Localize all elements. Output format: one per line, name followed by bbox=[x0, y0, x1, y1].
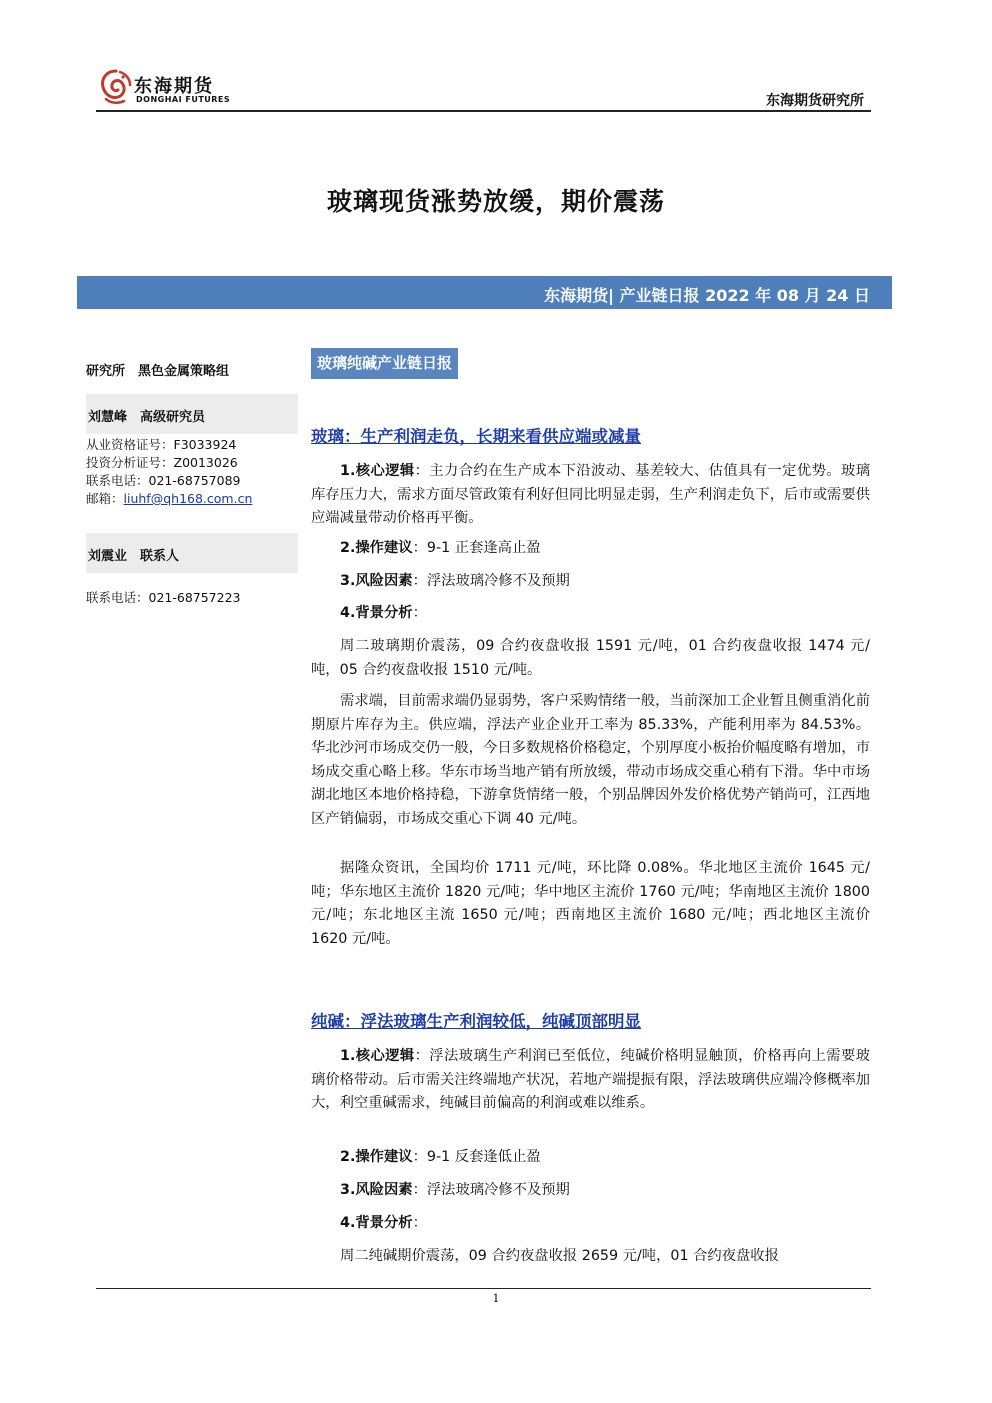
soda-core-logic bbox=[311, 1045, 870, 1116]
email-label: 邮箱： bbox=[86, 491, 124, 506]
soda-risk bbox=[311, 1179, 870, 1203]
soda-advice-text: ：9-1 反套逢低止盈 bbox=[412, 1149, 541, 1165]
analyst1-email-row bbox=[86, 490, 298, 508]
soda-bg-paragraph-1: 周二纯碱期价震荡，09 合约夜盘收报 2659 元/吨，01 合约夜盘收报 bbox=[340, 1248, 779, 1264]
report-band bbox=[77, 276, 892, 309]
glass-bg-colon: ： bbox=[412, 605, 427, 621]
soda-logic-label: 1.核心逻辑 bbox=[340, 1048, 415, 1064]
analyst1-contact bbox=[86, 436, 298, 508]
soda-advice bbox=[311, 1146, 870, 1170]
report-date-label: 东海期货| 产业链日报 2022 年 08 月 24 日 bbox=[544, 286, 870, 305]
glass-advice bbox=[311, 537, 870, 561]
logo-english-name: DONGHAI FUTURES bbox=[136, 95, 231, 104]
glass-bg-paragraph-3: 据隆众资讯，全国均价 1711 元/吨，环比降 0.08%。华北地区主流价 1645 元/吨；华东地区主流价 1820 元/吨；华中地区主流价 1760 元/吨；华南地区主流价 1800 元/吨；东北地区主流 1650 元/吨；西南地区主流价 1680 元/吨；西北地区主流价 1620 元/吨。 bbox=[311, 860, 870, 947]
glass-risk bbox=[311, 570, 870, 594]
footer-divider bbox=[96, 1288, 871, 1289]
glass-logic-text: ：主力合约在生产成本下沿波动、基差较大、估值具有一定优势。玻璃库存压力大，需求方面尽管政策有利好但同比明显走弱，生产利润走负下，后市或需要供应端减量带动价格再平衡。 bbox=[311, 463, 870, 526]
institute-name: 东海期货研究所 bbox=[766, 93, 864, 109]
dragon-logo-icon bbox=[98, 68, 134, 106]
header-divider bbox=[96, 110, 871, 112]
analyst2-phone: 联系电话：021-68757223 bbox=[86, 590, 241, 605]
soda-logic-text: ：浮法玻璃生产利润已至低位，纯碱价格明显触顶，价格再向上需要玻璃价格带动。后市需关注终端地产状况，若地产端提振有限，浮法玻璃供应端冷修概率加大，利空重碱需求，纯碱目前偏高的利润或难以维系。 bbox=[311, 1048, 870, 1111]
glass-risk-text: ：浮法玻璃冷修不及预期 bbox=[412, 573, 570, 589]
company-logo bbox=[98, 68, 238, 108]
email-link[interactable]: liuhf@qh168.com.cn bbox=[123, 491, 253, 506]
page-number: 1 bbox=[492, 1292, 500, 1305]
glass-logic-label: 1.核心逻辑 bbox=[340, 463, 415, 479]
soda-risk-text: ：浮法玻璃冷修不及预期 bbox=[412, 1182, 570, 1198]
logo-chinese-name: 东海期货 bbox=[134, 76, 214, 97]
glass-advice-text: ：9-1 正套逢高止盈 bbox=[412, 540, 541, 556]
glass-bg-paragraph-2: 需求端，目前需求端仍显弱势，客户采购情绪一般，当前深加工企业暂且侧重消化前期原片库存为主。供应端，浮法产业企业开工率为 85.33%，产能利用率为 84.53%。华北沙河市场成交仍一般，今日多数规格价格稳定，个别厚度小板抬价幅度略有增加，市场成交重心略上移。华东市场当地产销有所放缓，带动市场成交重心稍有下滑。华中市场湖北地区本地价格持稳，下游拿货情绪一般，个别品牌因外发价格优势产销尚可，江西地区产销偏弱，市场成交重心下调 40 元/吨。 bbox=[311, 693, 870, 827]
glass-bg-paragraph-1: 周二玻璃期价震荡，09 合约夜盘收报 1591 元/吨，01 合约夜盘收报 1474 元/吨，05 合约夜盘收报 1510 元/吨。 bbox=[311, 638, 870, 678]
document-title: 玻璃现货涨势放缓，期价震荡 bbox=[326, 187, 665, 216]
sidebar-analyst2-header bbox=[86, 533, 298, 573]
analyst1-qualification: 从业资格证号：F3033924 bbox=[86, 437, 237, 452]
analyst1-title: 刘慧峰 高级研究员 bbox=[88, 410, 206, 425]
soda-background-heading bbox=[311, 1212, 870, 1236]
glass-advice-label: 2.操作建议 bbox=[340, 540, 413, 556]
analyst1-phone: 联系电话：021-68757089 bbox=[86, 473, 241, 488]
soda-bg-colon: ： bbox=[412, 1215, 427, 1231]
sidebar-analyst1-header bbox=[86, 394, 298, 434]
soda-risk-label: 3.风险因素 bbox=[340, 1182, 413, 1198]
analyst1-invest-cert: 投资分析证号：Z0013026 bbox=[86, 455, 238, 470]
glass-risk-label: 3.风险因素 bbox=[340, 573, 413, 589]
glass-background-heading bbox=[311, 602, 870, 626]
glass-heading-link[interactable]: 玻璃：生产利润走负，长期来看供应端或减量 bbox=[311, 427, 641, 446]
glass-core-logic bbox=[311, 460, 870, 531]
soda-heading-link[interactable]: 纯碱：浮法玻璃生产利润较低，纯碱顶部明显 bbox=[311, 1012, 641, 1031]
soda-bg-label: 4.背景分析 bbox=[340, 1215, 413, 1231]
sidebar-group: 研究所 黑色金属策略组 bbox=[86, 364, 230, 379]
glass-bg-label: 4.背景分析 bbox=[340, 605, 413, 621]
soda-advice-label: 2.操作建议 bbox=[340, 1149, 413, 1165]
analyst2-title: 刘震业 联系人 bbox=[88, 549, 180, 564]
section-tag: 玻璃纯碱产业链日报 bbox=[311, 348, 458, 379]
